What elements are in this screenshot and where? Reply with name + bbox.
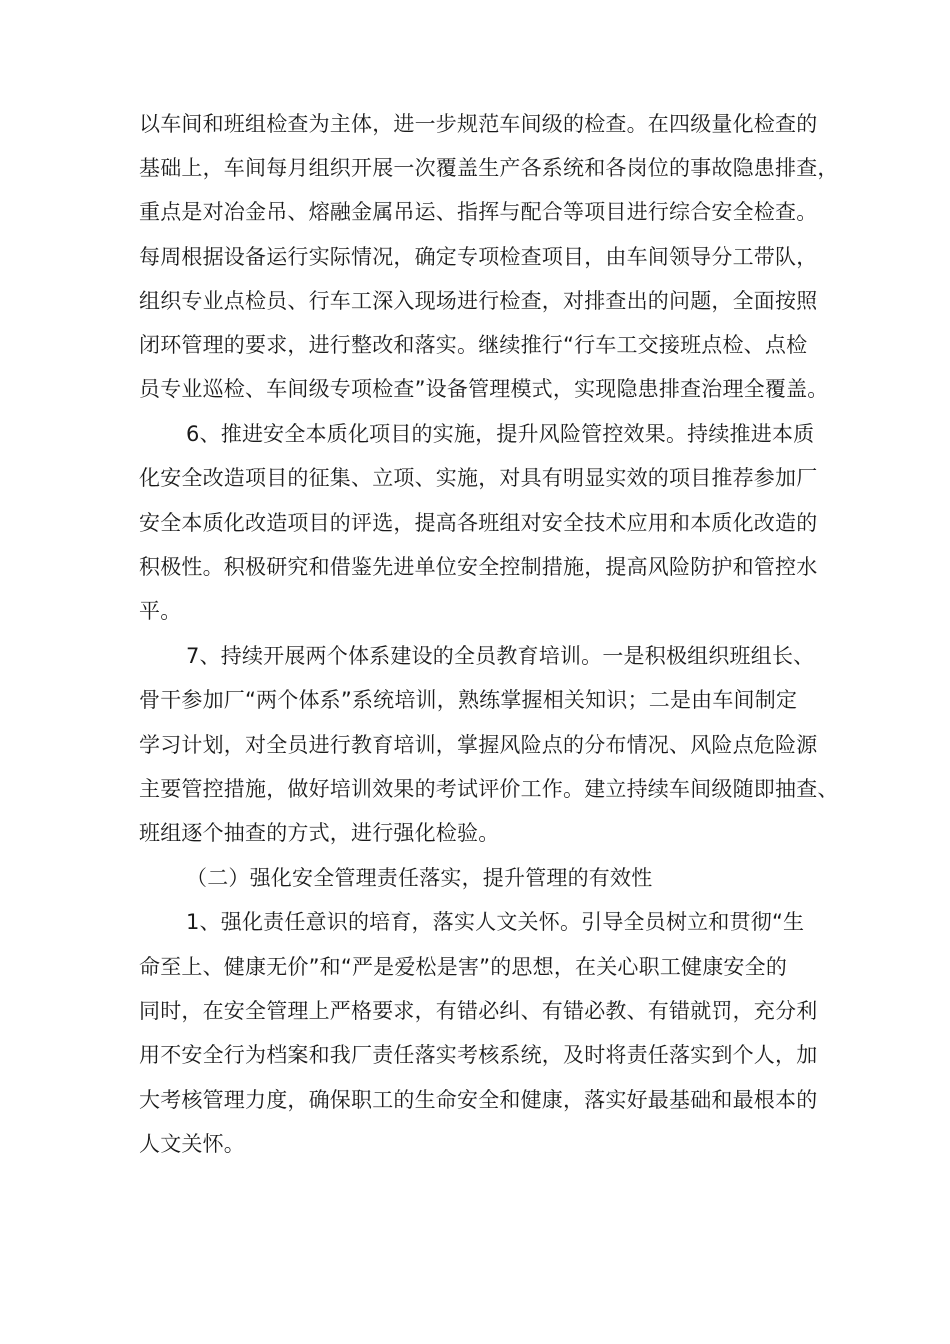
- section-heading: （二）强化安全管理责任落实，提升管理的有效性: [186, 866, 653, 890]
- paragraph-line: 骨干参加厂“两个体系”系统培训，熟练掌握相关知识；二是由车间制定: [139, 688, 798, 712]
- paragraph-line: 主要管控措施，做好培训效果的考试评价工作。建立持续车间级随即抽查、: [139, 777, 839, 801]
- paragraph-line: 大考核管理力度，确保职工的生命安全和健康，落实好最基础和最根本的: [139, 1088, 818, 1112]
- paragraph-line: 基础上，车间每月组织开展一次覆盖生产各系统和各岗位的事故隐患排查，: [139, 156, 839, 180]
- paragraph-line: 化安全改造项目的征集、立项、实施，对具有明显实效的项目推荐参加厂: [139, 466, 818, 490]
- paragraph-line: 命至上、健康无价”和“严是爱松是害”的思想，在关心职工健康安全的: [139, 955, 788, 979]
- paragraph-line: 积极性。积极研究和借鉴先进单位安全控制措施，提高风险防护和管控水: [139, 555, 818, 579]
- item-1-heading: 1、强化责任意识的培育，落实人文关怀。引导全员树立和贯彻“生: [186, 910, 805, 934]
- item-6-heading: 6、推进安全本质化项目的实施，提升风险管控效果。持续推进本质: [186, 422, 815, 446]
- paragraph-line: 学习计划，对全员进行教育培训，掌握风险点的分布情况、风险点危险源: [139, 733, 818, 757]
- paragraph-line: 平。: [139, 599, 182, 623]
- paragraph-line: 人文关怀。: [139, 1132, 245, 1156]
- paragraph-line: 班组逐个抽查的方式，进行强化检验。: [139, 821, 500, 845]
- paragraph-line: 闭环管理的要求，进行整改和落实。继续推行“行车工交接班点检、点检: [139, 333, 808, 357]
- paragraph-line: 用不安全行为档案和我厂责任落实考核系统，及时将责任落实到个人，加: [139, 1043, 818, 1067]
- paragraph-line: 组织专业点检员、行车工深入现场进行检查，对排查出的问题，全面按照: [139, 289, 818, 313]
- paragraph-line: 员专业巡检、车间级专项检查”设备管理模式，实现隐患排查治理全覆盖。: [139, 377, 829, 401]
- item-7-heading: 7、持续开展两个体系建设的全员教育培训。一是积极组织班组长、: [186, 644, 815, 668]
- paragraph-line: 同时，在安全管理上严格要求，有错必纠、有错必教、有错就罚，充分利: [139, 999, 818, 1023]
- paragraph-line: 安全本质化改造项目的评选，提高各班组对安全技术应用和本质化改造的: [139, 511, 818, 535]
- paragraph-line: 重点是对冶金吊、熔融金属吊运、指挥与配合等项目进行综合安全检查。: [139, 200, 818, 224]
- paragraph-line: 以车间和班组检查为主体，进一步规范车间级的检查。在四级量化检查的: [139, 112, 818, 136]
- paragraph-line: 每周根据设备运行实际情况，确定专项检查项目，由车间领导分工带队，: [139, 245, 818, 269]
